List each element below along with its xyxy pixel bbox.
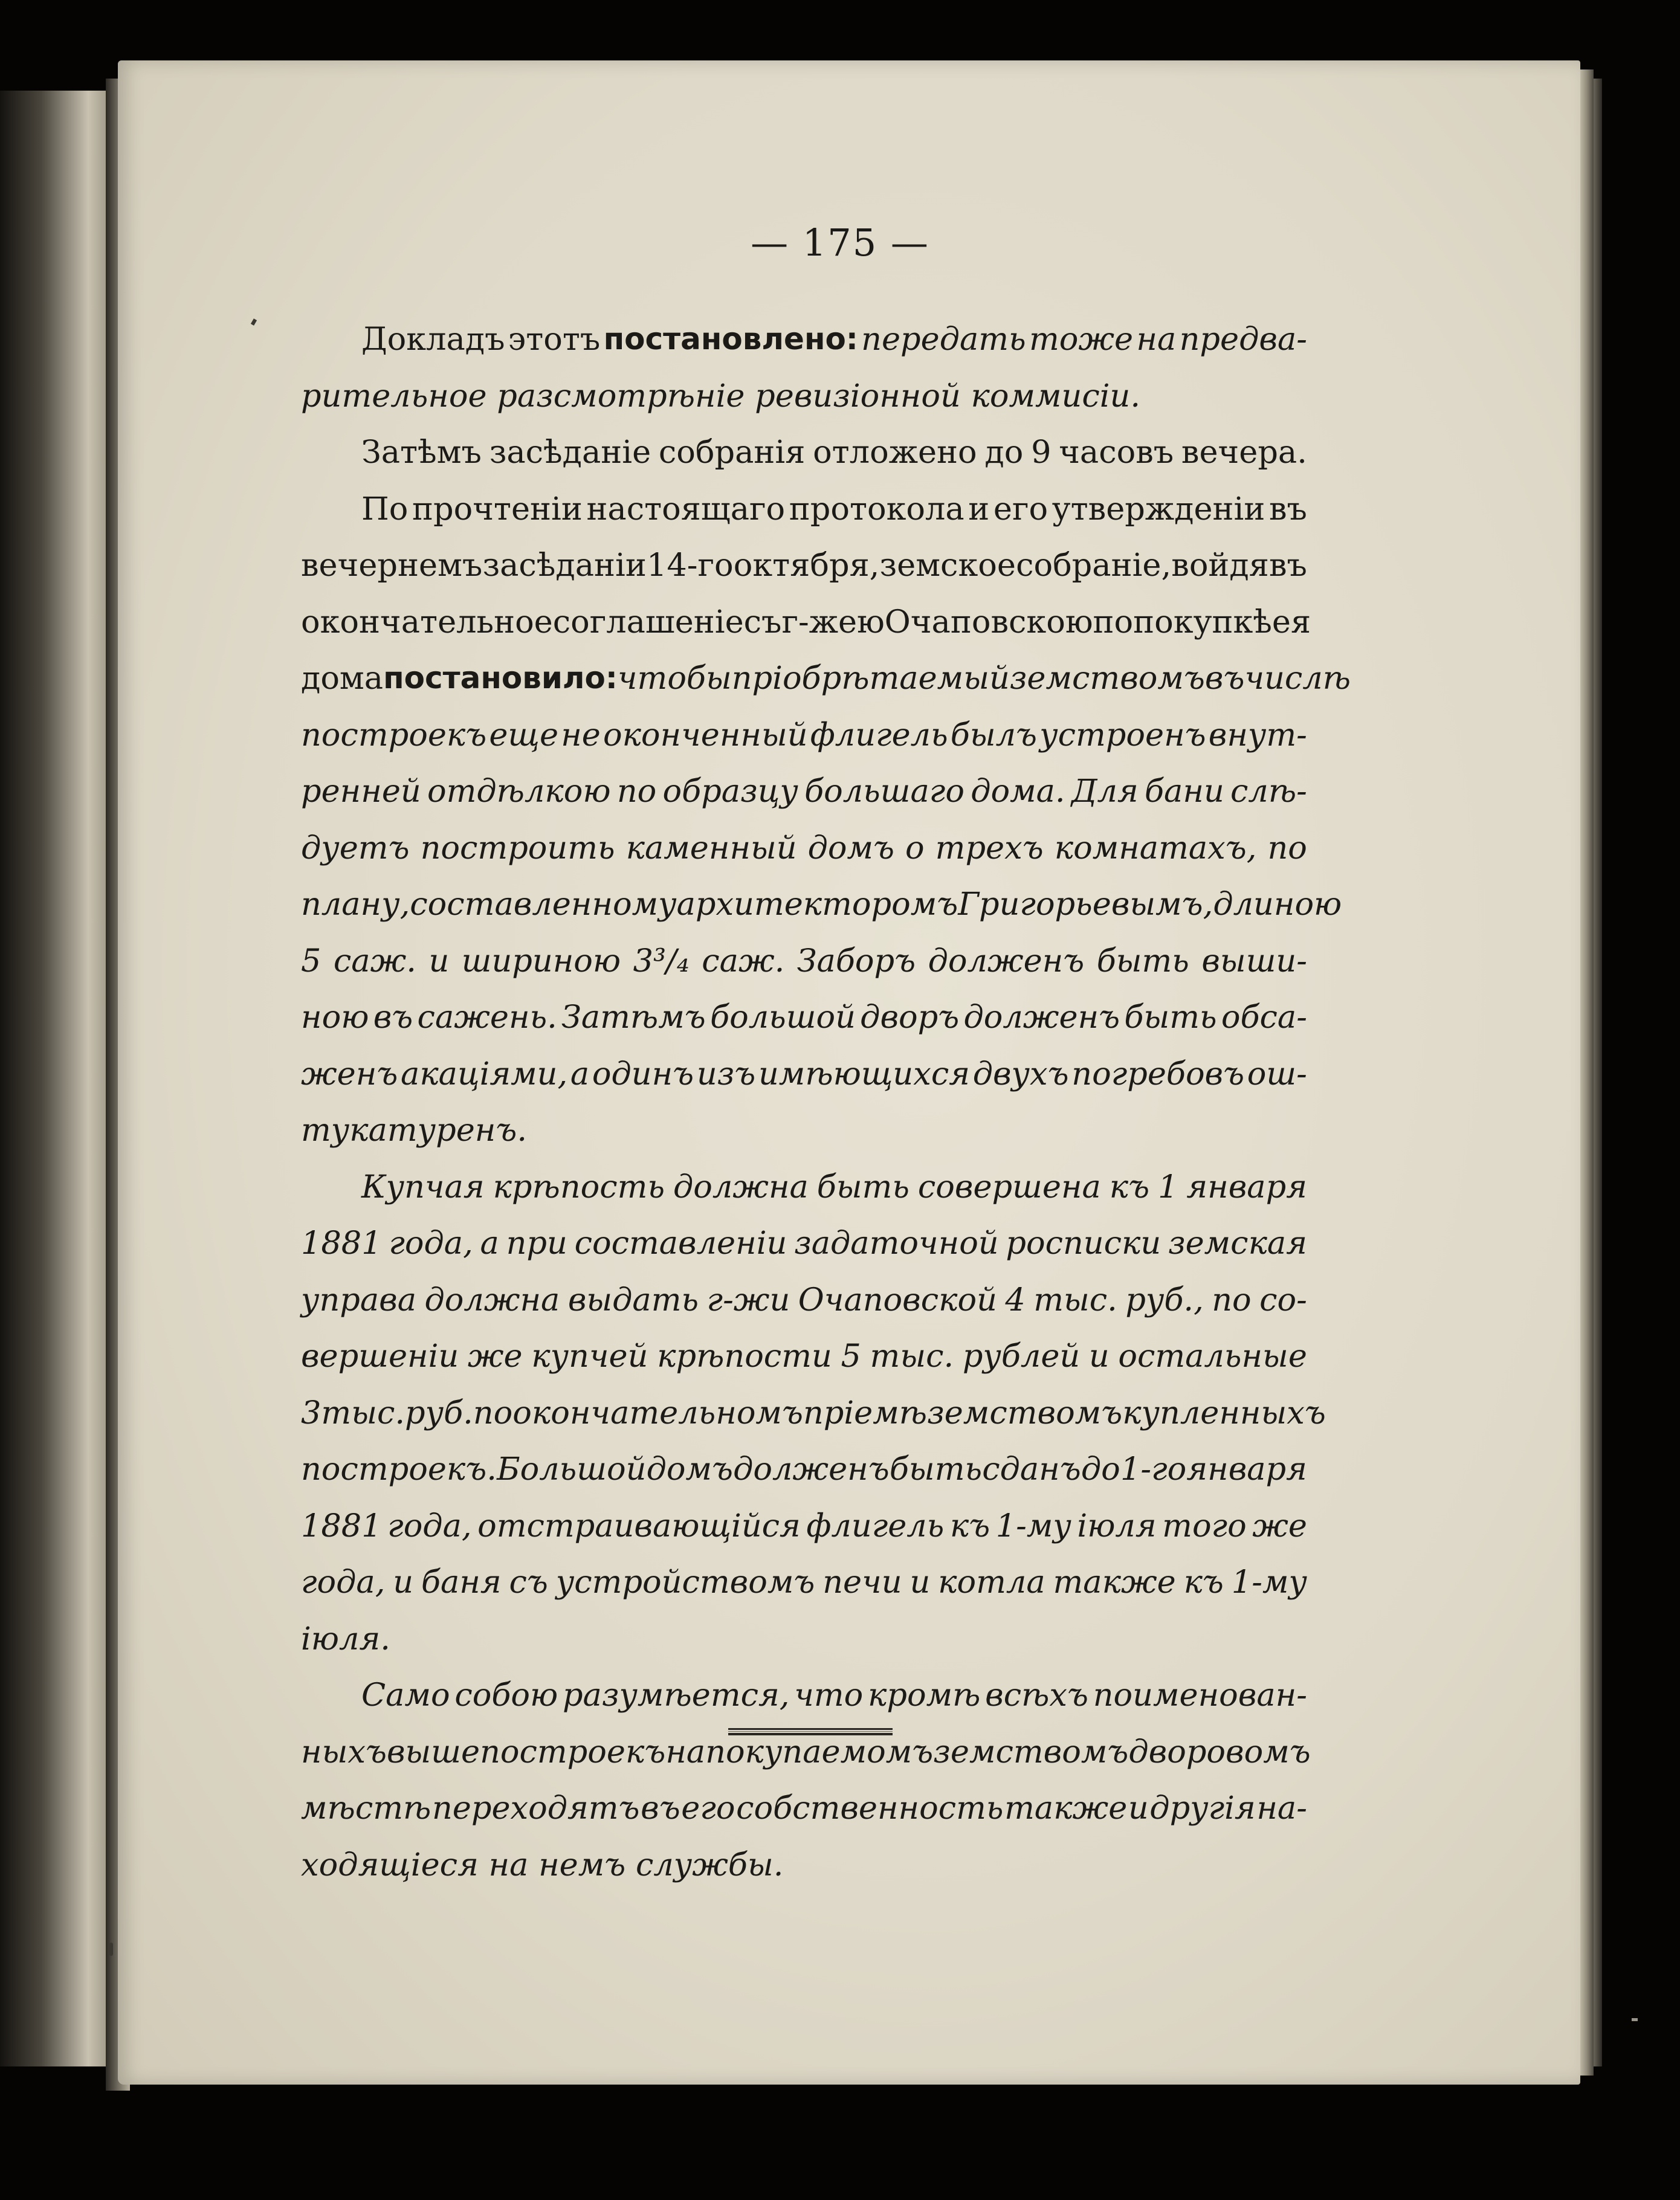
word: имѣющихся: [758, 1055, 971, 1092]
word: архитекторомъ: [676, 886, 958, 923]
word: что: [794, 1677, 864, 1714]
text-line: [301, 1046, 1307, 1103]
word: быть: [816, 1168, 909, 1205]
word: протокола: [789, 490, 964, 527]
text-line: [301, 1611, 1307, 1668]
page-stack-edge: [1580, 69, 1594, 2076]
word: быть: [1096, 942, 1189, 979]
word: собраніе,: [1016, 547, 1172, 584]
word: 3: [301, 1394, 321, 1431]
text-line: [301, 1441, 1307, 1498]
word: росписки: [1006, 1225, 1161, 1262]
word: построить: [420, 829, 615, 866]
word: покупкѣ: [1133, 603, 1272, 640]
word: засѣданіе: [489, 434, 651, 471]
word: устроенъ: [1039, 716, 1206, 753]
text-line: [301, 1667, 1307, 1724]
text-line: [301, 650, 1351, 707]
text-line: [301, 424, 1307, 481]
word: и: [393, 1564, 414, 1601]
text-line: [301, 820, 1307, 877]
word: погребовъ: [1071, 1055, 1245, 1092]
word: 3³/₄: [633, 942, 690, 979]
word: настоящаго: [586, 490, 786, 527]
word: саж.: [702, 942, 785, 979]
word: ною: [301, 999, 369, 1036]
word: отдѣлкою: [427, 773, 611, 810]
word: выдать: [567, 1281, 699, 1318]
word: вершеніи: [301, 1338, 459, 1375]
word: Большой: [497, 1451, 647, 1488]
word: По: [361, 490, 409, 527]
word: 1: [1158, 1168, 1178, 1205]
word: Очаповскою: [884, 603, 1093, 640]
word: тыс.: [1033, 1281, 1117, 1318]
word: прочтеніи: [412, 490, 583, 527]
word: остальные: [1118, 1338, 1307, 1375]
word: бани: [1145, 773, 1224, 810]
page-number: — 175 —: [751, 221, 929, 265]
word: въ: [1204, 660, 1245, 697]
word: другія: [1149, 1790, 1256, 1827]
word: тыс.: [321, 1394, 405, 1431]
word: плану,: [301, 886, 410, 923]
word: всѣхъ: [985, 1677, 1089, 1714]
word: былъ: [950, 716, 1038, 753]
word: шириною: [461, 942, 621, 979]
word: пріобрѣтаемый: [731, 660, 1010, 697]
word: же: [467, 1338, 523, 1375]
word: окончательномъ: [512, 1394, 803, 1431]
word: крѣпости: [657, 1338, 832, 1375]
word: 1881: [301, 1225, 382, 1262]
word: долженъ: [963, 999, 1120, 1036]
word: домъ: [646, 1451, 733, 1488]
word: составленному: [410, 886, 677, 923]
word: іюля: [1077, 1507, 1157, 1544]
word: также: [1053, 1564, 1176, 1601]
word: и: [909, 1564, 931, 1601]
word: вечернемъ: [301, 547, 483, 584]
word: 5: [841, 1338, 861, 1375]
word: Купчая: [361, 1168, 485, 1205]
word: собственность: [736, 1790, 1004, 1827]
text-line: [301, 1328, 1307, 1385]
word: въ: [1269, 547, 1307, 584]
word: числѣ: [1244, 660, 1351, 697]
word: чтобы: [617, 660, 732, 697]
word: тыс.: [870, 1338, 954, 1375]
word: на: [665, 1733, 706, 1770]
word: земствомъ: [933, 1733, 1129, 1770]
word: къ: [1109, 1168, 1150, 1205]
word: по: [1267, 829, 1307, 866]
word: быть: [1124, 999, 1217, 1036]
word: года,: [387, 1507, 472, 1544]
word: 14-го: [646, 547, 734, 584]
text-line: [301, 1554, 1307, 1611]
word: передать: [861, 321, 1026, 358]
word: долженъ: [928, 942, 1085, 979]
word: каменный: [625, 829, 797, 866]
word: окончательное: [301, 603, 553, 640]
word: купленныхъ: [1122, 1394, 1326, 1431]
word: же: [1252, 1507, 1307, 1544]
word: ея: [1271, 603, 1311, 640]
word: переходятъ: [431, 1790, 640, 1827]
word: флигель: [810, 716, 948, 753]
word: дуетъ: [301, 829, 410, 866]
word: года,: [301, 1564, 386, 1601]
word: дворовомъ: [1128, 1733, 1311, 1770]
text-line: [301, 1102, 1307, 1159]
word: обса-: [1221, 999, 1307, 1036]
word: рублей: [962, 1338, 1081, 1375]
word: составленіи: [574, 1225, 787, 1262]
word: сажень.: [417, 999, 557, 1036]
word: построекъ: [301, 716, 487, 753]
word: октября,: [733, 547, 880, 584]
word: вечера.: [1181, 434, 1307, 471]
word: при: [506, 1225, 567, 1262]
text-run: ходящіеся на немъ службы.: [301, 1846, 784, 1883]
word: котла: [938, 1564, 1045, 1601]
paragraph: [301, 424, 1307, 481]
word: этотъ: [508, 321, 601, 358]
word: со-: [1259, 1281, 1307, 1318]
section-end-rule: [728, 1728, 893, 1735]
word: 5: [301, 942, 321, 979]
word: января: [1186, 1168, 1307, 1205]
bold-keyword: постановлено:: [603, 321, 858, 356]
word: Докладъ: [361, 321, 505, 358]
word: построекъ: [480, 1733, 666, 1770]
word: и: [1088, 1338, 1110, 1375]
word: войдя: [1171, 547, 1269, 584]
word: на-: [1256, 1790, 1307, 1827]
word: и: [968, 490, 990, 527]
page-stack-shadow: [1594, 79, 1602, 2066]
word: въ: [373, 999, 413, 1036]
word: года,: [389, 1225, 473, 1262]
word: по: [1093, 603, 1134, 640]
bold-keyword: постановило:: [383, 660, 618, 695]
word: дома.: [971, 773, 1065, 810]
text-line: [301, 876, 1342, 933]
word: отстраивающійся: [477, 1507, 801, 1544]
word: соглашеніе: [552, 603, 744, 640]
word: засѣданіи: [482, 547, 647, 584]
word: женъ: [301, 1055, 398, 1092]
text-line: [301, 481, 1307, 538]
word: 9: [1031, 434, 1052, 471]
word: 1881: [301, 1507, 382, 1544]
word: часовъ: [1059, 434, 1174, 471]
word: по: [473, 1394, 513, 1431]
word: большаго: [804, 773, 964, 810]
word: въ: [641, 1790, 680, 1827]
text-run: тукатуренъ.: [301, 1112, 528, 1149]
word: 1-го: [1120, 1451, 1187, 1488]
text-line: [301, 1385, 1326, 1442]
paragraph: [301, 481, 1351, 1159]
word: двухъ: [972, 1055, 1069, 1092]
word: ренней: [301, 773, 421, 810]
word: Очаповской: [798, 1281, 997, 1318]
text-line: [301, 537, 1307, 594]
left-page-edge: [0, 91, 118, 2066]
word: должна: [673, 1168, 809, 1205]
word: и: [428, 942, 450, 979]
word: 1-му: [995, 1507, 1071, 1544]
word: кромѣ: [868, 1677, 981, 1714]
word: земствомъ: [1009, 660, 1205, 697]
word: домъ: [807, 829, 895, 866]
word: должна: [424, 1281, 560, 1318]
word: изъ: [696, 1055, 756, 1092]
word: 1-му: [1231, 1564, 1307, 1601]
word: и: [1128, 1790, 1149, 1827]
text-line: [301, 1272, 1307, 1329]
word: Для: [1071, 773, 1139, 810]
word: а: [480, 1225, 499, 1262]
word: ош-: [1247, 1055, 1307, 1092]
text-line: [301, 1498, 1307, 1555]
word: къ: [949, 1507, 990, 1544]
word: съ: [509, 1564, 548, 1601]
word: утвержденіи: [1052, 490, 1265, 527]
word: г-жею: [781, 603, 885, 640]
word: а: [570, 1055, 590, 1092]
word: его: [681, 1790, 735, 1827]
word: комнатахъ,: [1054, 829, 1257, 866]
word: выше: [386, 1733, 480, 1770]
paragraph: [301, 1667, 1311, 1893]
text-line: [301, 989, 1307, 1046]
word: мѣстѣ: [301, 1790, 431, 1827]
word: января: [1186, 1451, 1307, 1488]
word: съ: [743, 603, 782, 640]
word: не: [561, 716, 601, 753]
word: тоже: [1029, 321, 1134, 358]
word: саж.: [333, 942, 416, 979]
paragraph: [301, 311, 1307, 424]
word: того: [1162, 1507, 1247, 1544]
word: Заборъ: [796, 942, 916, 979]
text-line: [301, 1780, 1307, 1837]
word: сданъ: [982, 1451, 1081, 1488]
word: акаціями,: [401, 1055, 568, 1092]
word: устройствомъ: [555, 1564, 815, 1601]
word: отложено: [813, 434, 977, 471]
word: задаточной: [794, 1225, 999, 1262]
ink-speck: [1632, 2018, 1638, 2021]
word: также: [1004, 1790, 1128, 1827]
ink-speck: [109, 1943, 113, 1956]
word: образцу: [662, 773, 798, 810]
body-text: [301, 311, 1351, 1893]
word: Само: [361, 1677, 450, 1714]
word: его: [993, 490, 1048, 527]
word: купчей: [531, 1338, 648, 1375]
word: еще: [489, 716, 559, 753]
paragraph: [301, 1159, 1326, 1668]
text-line: [301, 933, 1307, 990]
word: г-жи: [706, 1281, 790, 1318]
word: большой: [710, 999, 856, 1036]
text-line: [301, 368, 1307, 425]
word: дворъ: [860, 999, 960, 1036]
word: выши-: [1201, 942, 1307, 979]
word: баня: [421, 1564, 502, 1601]
word: руб.,: [1125, 1281, 1204, 1318]
word: управа: [301, 1281, 417, 1318]
word: длиною: [1213, 886, 1342, 923]
word: собранія: [658, 434, 806, 471]
word: трехъ: [935, 829, 1044, 866]
word: печи: [822, 1564, 902, 1601]
word: по: [1212, 1281, 1252, 1318]
text-line: [301, 707, 1307, 764]
word: дома: [301, 660, 384, 697]
word: земствомъ: [927, 1394, 1123, 1431]
word: предва-: [1179, 321, 1307, 358]
word: Затѣмъ: [361, 434, 482, 471]
word: совершена: [917, 1168, 1101, 1205]
text-line: [301, 311, 1307, 368]
text-line: [301, 1215, 1307, 1272]
word: поименован-: [1093, 1677, 1307, 1714]
word: земская: [1168, 1225, 1307, 1262]
word: на: [1136, 321, 1177, 358]
word: Григорьевымъ,: [958, 886, 1213, 923]
word: въ: [1268, 490, 1307, 527]
text-run: іюля.: [301, 1620, 390, 1657]
word: долженъ: [733, 1451, 890, 1488]
word: о: [905, 829, 925, 866]
word: флигель: [806, 1507, 945, 1544]
word: ныхъ: [301, 1733, 387, 1770]
word: руб.: [405, 1394, 473, 1431]
word: до: [984, 434, 1024, 471]
word: пріемѣ: [803, 1394, 928, 1431]
word: земское: [879, 547, 1016, 584]
word: покупаемомъ: [705, 1733, 934, 1770]
word: крѣпость: [493, 1168, 665, 1205]
text-line: [301, 594, 1311, 651]
word: разумѣется,: [562, 1677, 790, 1714]
word: оконченный: [603, 716, 808, 753]
word: одинъ: [592, 1055, 694, 1092]
word: къ: [1183, 1564, 1224, 1601]
text-line: [301, 763, 1307, 820]
word: собою: [454, 1677, 558, 1714]
word: Затѣмъ: [561, 999, 706, 1036]
word: внут-: [1208, 716, 1307, 753]
word: быть: [889, 1451, 983, 1488]
word: по: [616, 773, 657, 810]
word: до: [1081, 1451, 1120, 1488]
word: слѣ-: [1230, 773, 1307, 810]
text-line: [301, 1159, 1307, 1216]
text-run: рительное разсмотрѣніе ревизіонной коммисіи.: [301, 377, 1141, 415]
text-line: [301, 1837, 1307, 1894]
word: 4: [1005, 1281, 1026, 1318]
word: построекъ.: [301, 1451, 497, 1488]
